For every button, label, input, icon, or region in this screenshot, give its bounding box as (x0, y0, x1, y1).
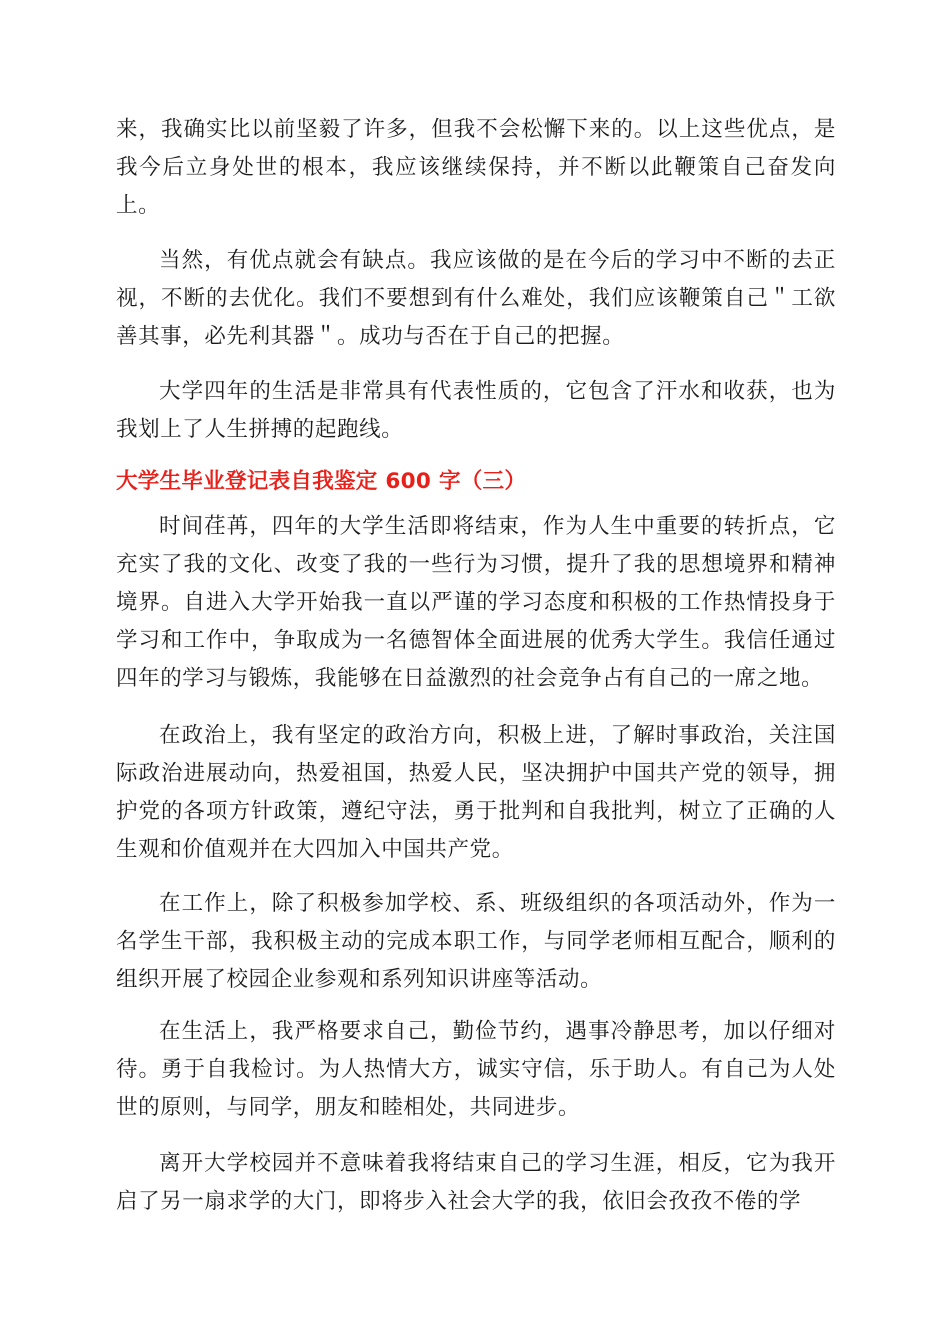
paragraph-work: 在工作上，除了积极参加学校、系、班级组织的各项活动外，作为一名学生干部，我积极主动的完成本职工作，与同学老师相互配合，顺利的组织开展了校园企业参观和系列知识讲座等活动。 (116, 891, 836, 992)
paragraph-university-life: 大学四年的生活是非常具有代表性质的，它包含了汗水和收获，也为我划上了人生拼搏的起跑线。 (116, 379, 836, 442)
paragraph-future: 离开大学校园并不意味着我将结束自己的学习生涯，相反，它为我开启了另一扇求学的大门，即将步入社会大学的我，依旧会孜孜不倦的学 (116, 1151, 836, 1214)
paragraph-politics: 在政治上，我有坚定的政治方向，积极上进，了解时事政治，关注国际政治进展动向，热爱祖国，热爱人民，坚决拥护中国共产党的领导，拥护党的各项方针政策，遵纪守法，勇于批判和自我批判，树立了正确的人生观和价值观并在大四加入中国共产党。 (116, 723, 836, 862)
paragraph-intro: 时间荏苒，四年的大学生活即将结束，作为人生中重要的转折点，它充实了我的文化、改变了我的一些行为习惯，提升了我的思想境界和精神境界。自进入大学开始我一直以严谨的学习态度和积极的工作热情投身于学习和工作中，争取成为一名德智体全面进展的优秀大学生。我信任通过四年的学习与锻炼，我能够在日益激烈的社会竞争占有自己的一席之地。 (116, 514, 836, 691)
paragraph-life: 在生活上，我严格要求自己，勤俭节约，遇事冷静思考，加以仔细对待。勇于自我检讨。为人热情大方，诚实守信，乐于助人。有自己为人处世的原则，与同学，朋友和睦相处，共同进步。 (116, 1019, 836, 1120)
section-heading: 大学生毕业登记表自我鉴定 600 字（三） (116, 469, 527, 494)
paragraph-continuation: 来，我确实比以前坚毅了许多，但我不会松懈下来的。以上这些优点，是我今后立身处世的根本，我应该继续保持，并不断以此鞭策自己奋发向上。 (116, 117, 836, 218)
paragraph-shortcomings: 当然，有优点就会有缺点。我应该做的是在今后的学习中不断的去正视，不断的去优化。我们不要想到有什么难处，我们应该鞭策自己＂工欲善其事，必先利其器＂。成功与否在于自己的把握。 (116, 248, 836, 349)
